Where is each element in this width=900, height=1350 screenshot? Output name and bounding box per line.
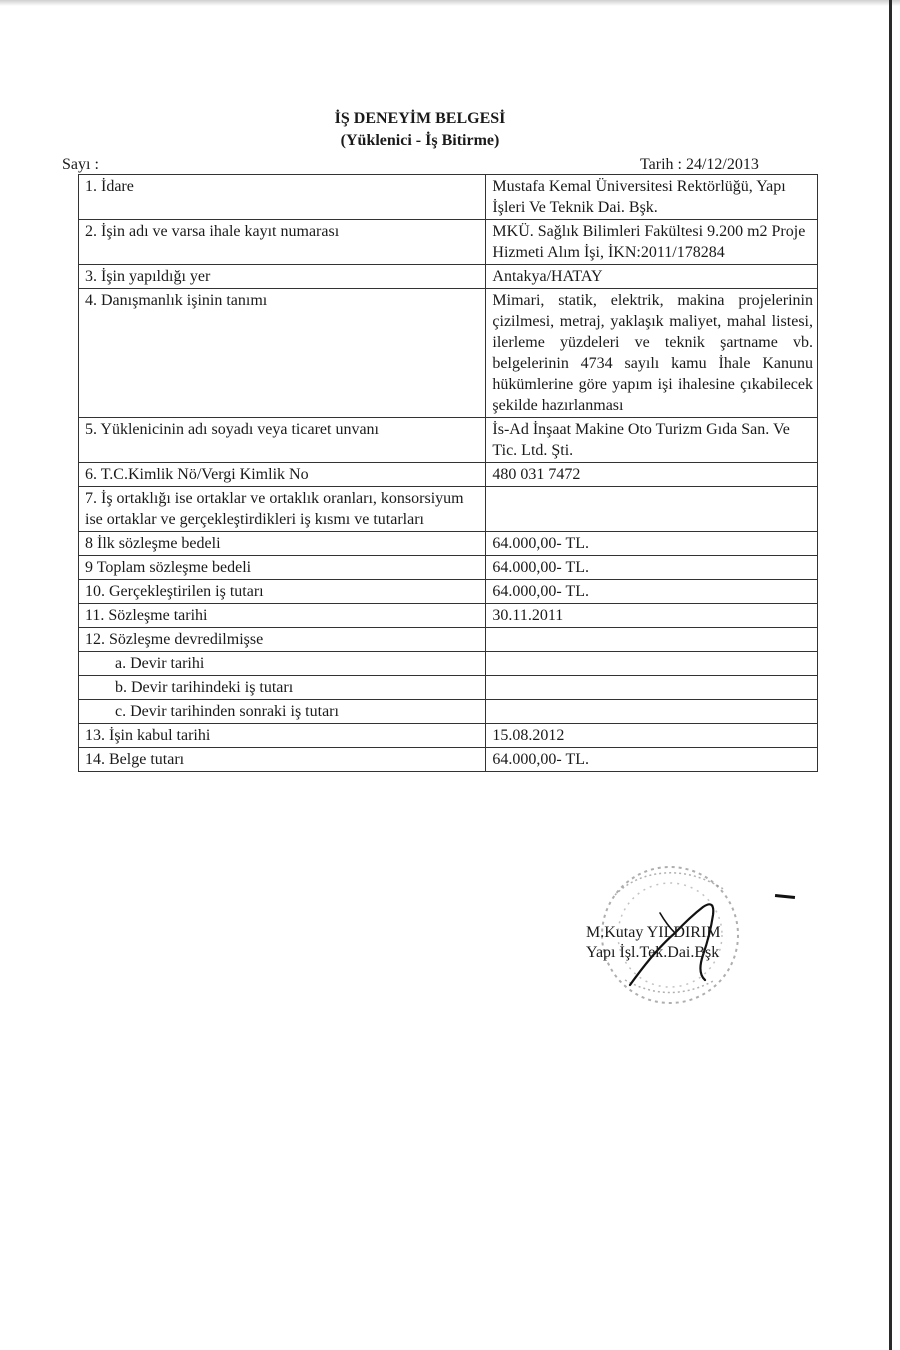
table-row [79, 700, 818, 724]
table-row [79, 580, 818, 604]
row-value: İs-Ad İnşaat Makine Oto Turizm Gıda San. Ve Tic. Ltd. Şti. [486, 418, 818, 463]
document-title: İŞ DENEYİM BELGESİ [334, 110, 506, 127]
table-row [79, 289, 818, 418]
table-row [79, 724, 818, 748]
table-row [79, 532, 818, 556]
sayi-label: Sayı : [62, 156, 99, 173]
table-row [79, 652, 818, 676]
table-row [79, 175, 818, 220]
row-value: Antakya/HATAY [486, 265, 818, 289]
row-label: 13. İşin kabul tarihi [79, 724, 486, 748]
row-label: 5. Yüklenicinin adı soyadı veya ticaret unvanı [79, 418, 486, 463]
row-value: 30.11.2011 [486, 604, 818, 628]
row-value: 15.08.2012 [486, 724, 818, 748]
row-value: 64.000,00- TL. [486, 556, 818, 580]
row-label: 8 İlk sözleşme bedeli [79, 532, 486, 556]
row-label [79, 700, 486, 724]
row-value [486, 628, 818, 652]
row-label [79, 652, 486, 676]
table-row [79, 265, 818, 289]
tarih-field: Tarih : 24/12/2013 [640, 156, 759, 173]
row-value: MKÜ. Sağlık Bilimleri Fakültesi 9.200 m2 Proje Hizmeti Alım İşi, İKN:2011/178284 [486, 220, 818, 265]
row-label: 9 Toplam sözleşme bedeli [79, 556, 486, 580]
row-label: 6. T.C.Kimlik Nö/Vergi Kimlik No [79, 463, 486, 487]
signatory-title: Yapı İşl.Tek.Dai.Bşk [586, 944, 720, 961]
signatory-name: M.Kutay YILDIRIM [586, 924, 721, 941]
scan-top-shadow [0, 0, 900, 6]
sub-item-label: a. Devir tarihi [115, 655, 205, 672]
row-label: 3. İşin yapıldığı yer [79, 265, 486, 289]
row-value: 64.000,00- TL. [486, 580, 818, 604]
sub-item-label: b. Devir tarihindeki iş tutarı [115, 679, 294, 696]
row-label: 4. Danışmanlık işinin tanımı [79, 289, 486, 418]
scan-right-edge [889, 0, 892, 1350]
row-label: 14. Belge tutarı [79, 748, 486, 772]
row-value: Mimari, statik, elektrik, makina projelerinin çizilmesi, metraj, yaklaşık maliyet, mahal listesi, ilerleme yüzdeleri ve teknik şartname vb. belgelerinin 4734 sayılı kamu İhale Kanunu hükümlerine göre yapım işi ihalesine çıkabilecek şekilde hazırlanması [486, 289, 818, 418]
table-row [79, 418, 818, 463]
table-row [79, 487, 818, 532]
row-label [79, 676, 486, 700]
row-value: 64.000,00- TL. [486, 532, 818, 556]
table-row [79, 556, 818, 580]
row-value [486, 487, 818, 532]
row-label: 2. İşin adı ve varsa ihale kayıt numarası [79, 220, 486, 265]
row-label: 12. Sözleşme devredilmişse [79, 628, 486, 652]
row-label: 7. İş ortaklığı ise ortaklar ve ortaklık oranları, konsorsiyum ise ortaklar ve gerçekleştirdikleri iş kısmı ve tutarları [79, 487, 486, 532]
row-value [486, 652, 818, 676]
row-value [486, 700, 818, 724]
document-subtitle: (Yüklenici - İş Bitirme) [340, 132, 500, 149]
table-row [79, 463, 818, 487]
row-value: 480 031 7472 [486, 463, 818, 487]
table-row [79, 676, 818, 700]
table-row [79, 628, 818, 652]
row-value: Mustafa Kemal Üniversitesi Rektörlüğü, Yapı İşleri Ve Teknik Dai. Bşk. [486, 175, 818, 220]
row-label: 1. İdare [79, 175, 486, 220]
row-label: 10. Gerçekleştirilen iş tutarı [79, 580, 486, 604]
table-row [79, 220, 818, 265]
row-label: 11. Sözleşme tarihi [79, 604, 486, 628]
table-row [79, 748, 818, 772]
table-row [79, 604, 818, 628]
pen-mark [775, 894, 795, 899]
row-value [486, 676, 818, 700]
experience-table [78, 174, 818, 772]
sub-item-label: c. Devir tarihinden sonraki iş tutarı [115, 703, 339, 720]
row-value: 64.000,00- TL. [486, 748, 818, 772]
